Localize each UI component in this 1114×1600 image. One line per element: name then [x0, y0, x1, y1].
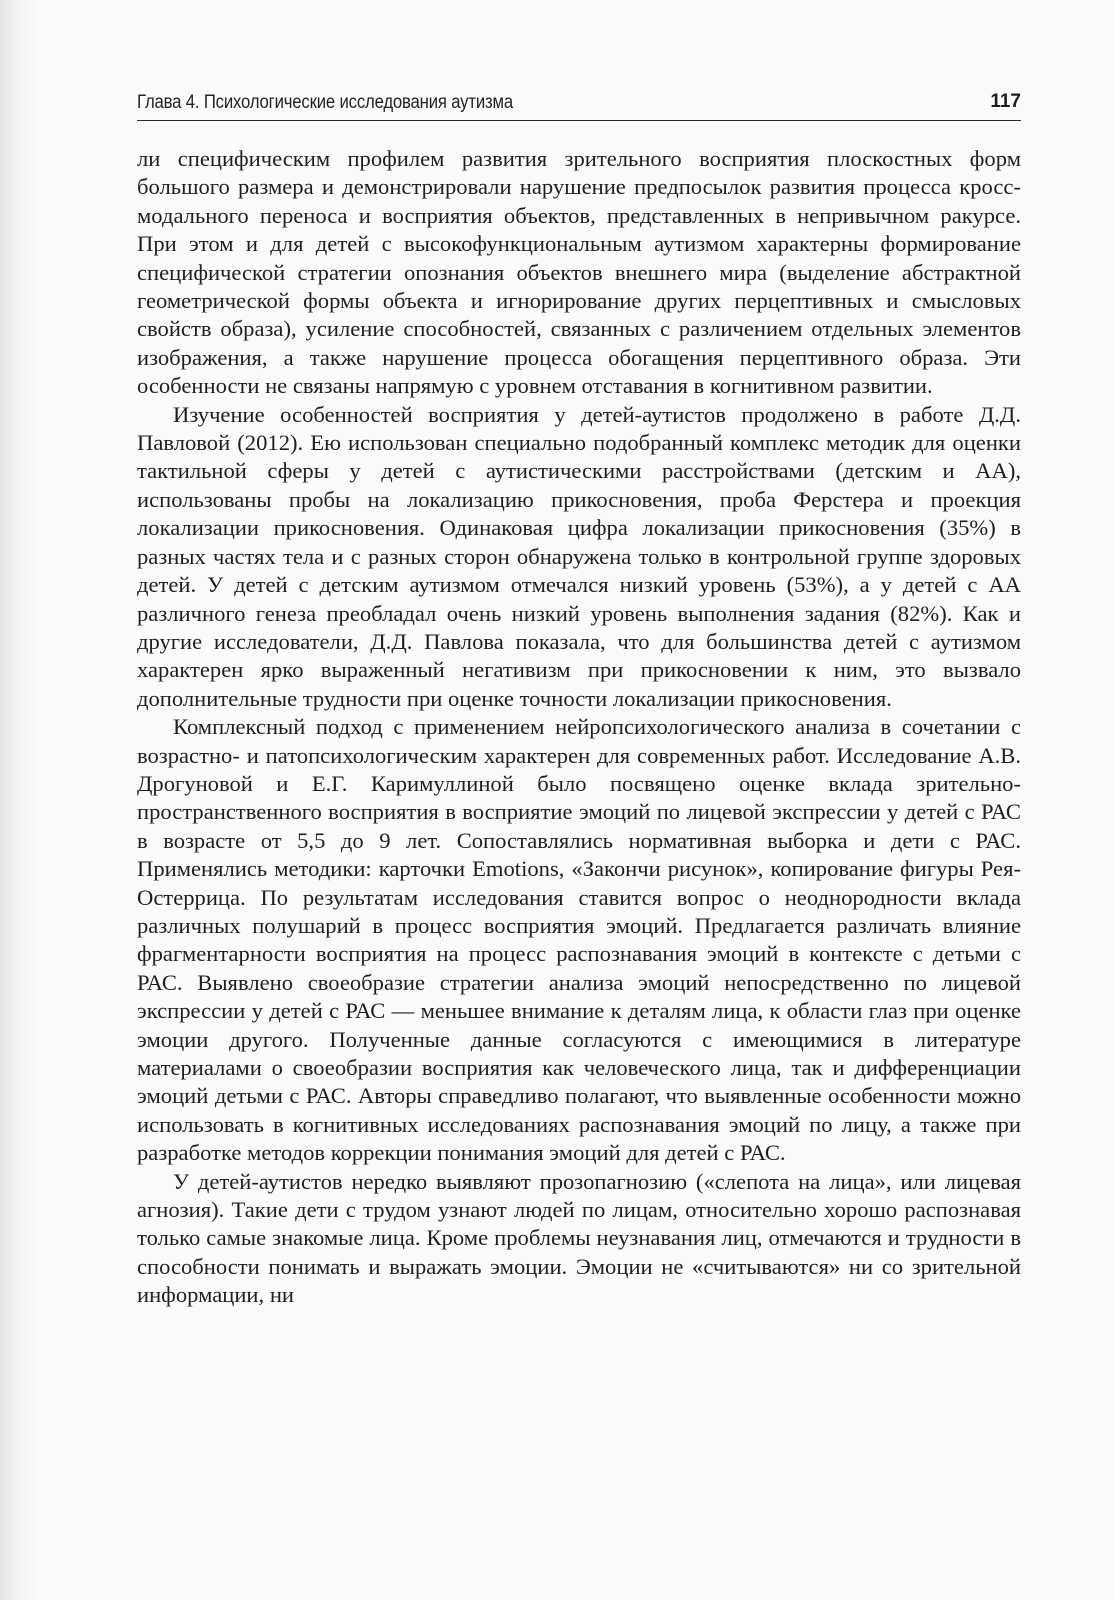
binding-gutter-shadow — [0, 0, 40, 1600]
running-head — [137, 88, 1021, 121]
paragraph-prosopagnosia: У детей-аутистов нередко выявляют прозопагнозию («слепота на лица», или лицевая агнозия). Такие дети с трудом узнают людей по лицам, относительно хорошо распознавая только самые знакомые лица. Кроме проблемы неузнавания лиц, отмечаются и трудности в способности понимать и выражать эмоции. Эмоции не «считываются» ни со зрительной информации, ни — [137, 1168, 1021, 1308]
page-number: 117 — [990, 91, 1021, 112]
body-text — [137, 145, 1021, 1310]
paragraph-continued: ли специфическим профилем развития зрительного восприятия плоскостных форм большого размера и демонстрировали нарушение предпосылок развития процесса кросс-модального переноса и восприятия объектов, представленных в непривычном ракурсе. При этом и для детей с высокофункциональным аутизмом характерны формирование специфической стратегии опознания объектов внешнего мира (выделение абстрактной геометрической формы объекта и игнорирование других перцептивных и смысловых свойств образа), усиление способностей, связанных с различением отдельных элементов изображения, а также нарушение процесса обогащения перцептивного образа. Эти особенности не связаны напрямую с уровнем отставания в когнитивном развитии. — [137, 146, 1021, 399]
paragraph-complex-approach: Комплексный подход с применением нейропсихологического анализа в сочетании с возрастно- и патопсихологическим характерен для современных работ. Исследование А.В. Дрогуновой и Е.Г. Каримуллиной было посвящено оценке вклада зрительно-пространственного восприятия в восприятие эмоций по лицевой экспрессии у детей с РАС в возрасте от 5,5 до 9 лет. Сопоставлялись нормативная выборка и дети с РАС. Применялись методики: карточки Emotions, «Закончи рисунок», копирование фигуры Рея-Остеррица. По результатам исследования ставится вопрос о неоднородности вклада различных полушарий в процесс восприятия эмоций. Предлагается различать влияние фрагментарности восприятия на процесс распознавания эмоций в контексте с детьми с РАС. Выявлено своеобразие стратегии анализа эмоций непосредственно по лицевой экспрессии у детей с РАС — меньшее внимание к деталям лица, к области глаз при оценке эмоции другого. Полученные данные согласуются с имеющимися в литературе материалами о своеобразии восприятия как человеческого лица, так и дифференциации эмоций детьми с РАС. Авторы справедливо полагают, что выявленные особенности можно использовать в когнитивных исследованиях распознавания эмоций по лицу, а также при разработке методов коррекции понимания эмоций для детей с РАС. — [137, 714, 1021, 1166]
chapter-running-title: Глава 4. Психологические исследования аутизма — [137, 92, 513, 113]
paragraph-pavlova-study: Изучение особенностей восприятия у детей-аутистов продолжено в работе Д.Д. Павловой (2012). Ею использован специально подобранный комплекс методик для оценки тактильной сферы у детей с аутистическими расстройствами (детским и АА), использованы пробы на локализацию прикосновения, проба Ферстера и проекция локализации прикосновения. Одинаковая цифра локализации прикосновения (35%) в разных частях тела и с разных сторон обнаружена только в контрольной группе здоровых детей. У детей с детским аутизмом отмечался низкий уровень (53%), а у детей с АА различного генеза преобладал очень низкий уровень выполнения задания (82%). Как и другие исследователи, Д.Д. Павлова показала, что для большинства детей с аутизмом характерен ярко выраженный негативизм при прикосновении к ним, это вызвало дополнительные трудности при оценке точности локализации прикосновения. — [137, 401, 1021, 711]
